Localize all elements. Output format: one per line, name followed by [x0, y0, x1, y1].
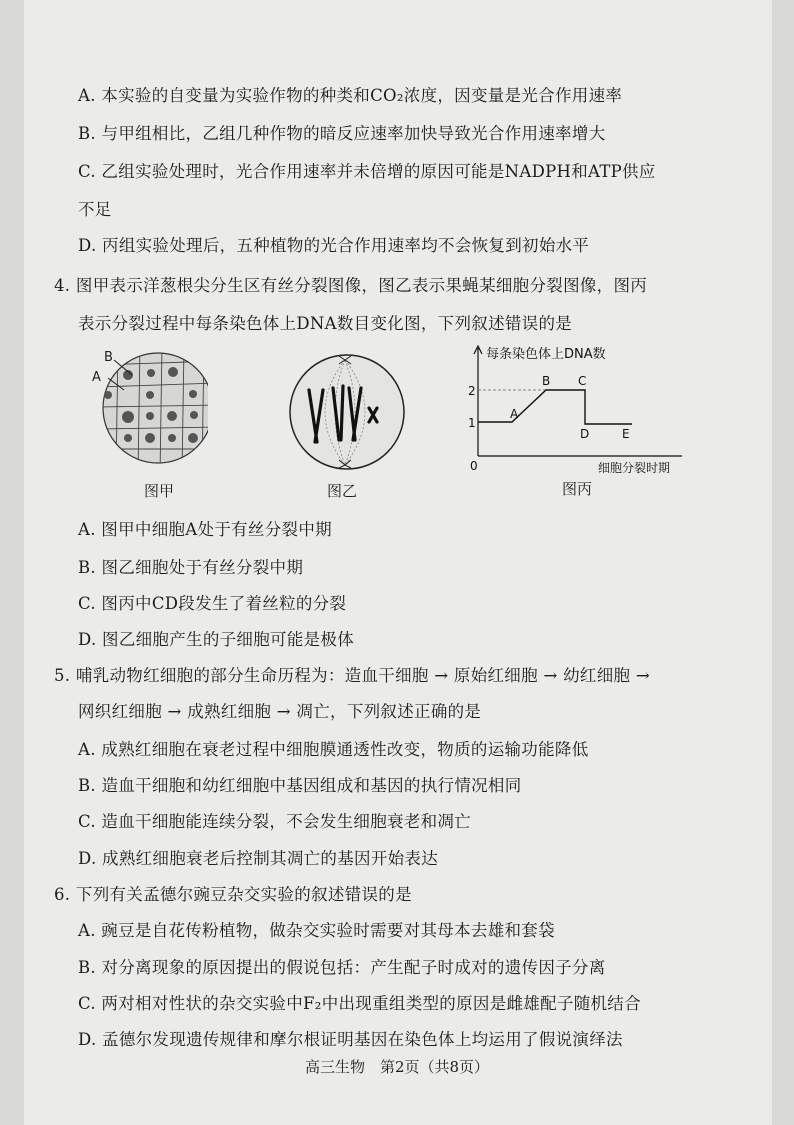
q6-option-a: A. 豌豆是自花传粉植物，做杂交实验时需要对其母本去雄和套袋: [78, 921, 555, 940]
q6-option-d: D. 孟德尔发现遗传规律和摩尔根证明基因在染色体上均运用了假说演绎法: [78, 1030, 623, 1049]
q3-option-d: D. 丙组实验处理后，五种植物的光合作用速率均不会恢复到初始水平: [78, 236, 590, 255]
q5-stem-line2: 网织红细胞 → 成熟红细胞 → 凋亡，下列叙述正确的是: [78, 702, 482, 721]
q3-option-c-continued: 不足: [78, 200, 112, 219]
figure-jia: [88, 345, 208, 475]
figure-yi: [287, 350, 407, 475]
point-b-label: B: [542, 374, 551, 388]
q6-stem: 6. 下列有关孟德尔豌豆杂交实验的叙述错误的是: [54, 885, 412, 904]
figure-yi-caption: 图乙: [327, 482, 358, 500]
point-d-label: D: [580, 427, 590, 441]
figure-bing: [460, 338, 700, 478]
dna-curve: [478, 390, 632, 424]
q4-stem-line1: 4. 图甲表示洋葱根尖分生区有丝分裂图像，图乙表示果蝇某细胞分裂图像，图丙: [54, 276, 648, 295]
q3-option-b: B. 与甲组相比，乙组几种作物的暗反应速率加快导致光合作用速率增大: [78, 124, 606, 143]
y-tick-2: 2: [468, 384, 476, 398]
q3-option-c: C. 乙组实验处理时，光合作用速率并未倍增的原因可能是NADPH和ATP供应: [78, 162, 656, 181]
q4-option-c: C. 图丙中CD段发生了着丝粒的分裂: [78, 594, 347, 613]
point-c-label: C: [578, 374, 587, 388]
q4-option-b: B. 图乙细胞处于有丝分裂中期: [78, 558, 304, 577]
q4-stem-line2: 表示分裂过程中每条染色体上DNA数目变化图，下列叙述错误的是: [78, 314, 573, 333]
point-a-label: A: [510, 407, 519, 421]
q5-option-a: A. 成熟红细胞在衰老过程中细胞膜通透性改变，物质的运输功能降低: [78, 740, 589, 759]
q6-option-c: C. 两对相对性状的杂交实验中F₂中出现重组类型的原因是雌雄配子随机结合: [78, 994, 641, 1013]
figure-jia-label-a: A: [92, 370, 101, 385]
y-axis-label: 每条染色体上DNA数: [486, 347, 606, 362]
x-axis-label: 细胞分裂时期: [598, 461, 671, 475]
figure-jia-label-b: B: [104, 350, 113, 365]
point-e-label: E: [622, 427, 630, 441]
q5-stem-line1: 5. 哺乳动物红细胞的部分生命历程为：造血干细胞 → 原始红细胞 → 幼红细胞 →: [54, 666, 650, 685]
y-tick-1: 1: [468, 416, 476, 430]
page-footer: 高三生物 第2页（共8页）: [304, 1058, 490, 1076]
q5-option-b: B. 造血干细胞和幼红细胞中基因组成和基因的执行情况相同: [78, 776, 522, 795]
q5-option-d: D. 成熟红细胞衰老后控制其凋亡的基因开始表达: [78, 849, 439, 868]
q4-option-a: A. 图甲中细胞A处于有丝分裂中期: [78, 520, 332, 539]
q4-option-d: D. 图乙细胞产生的子细胞可能是极体: [78, 630, 355, 649]
q5-option-c: C. 造血干细胞能连续分裂，不会发生细胞衰老和凋亡: [78, 812, 472, 831]
figure-jia-caption: 图甲: [144, 482, 175, 500]
q6-option-b: B. 对分离现象的原因提出的假说包括：产生配子时成对的遗传因子分离: [78, 958, 606, 977]
q3-option-a: A. 本实验的自变量为实验作物的种类和CO₂浓度，因变量是光合作用速率: [78, 86, 623, 105]
figure-bing-caption: 图丙: [562, 480, 593, 498]
origin-label: 0: [470, 459, 478, 473]
